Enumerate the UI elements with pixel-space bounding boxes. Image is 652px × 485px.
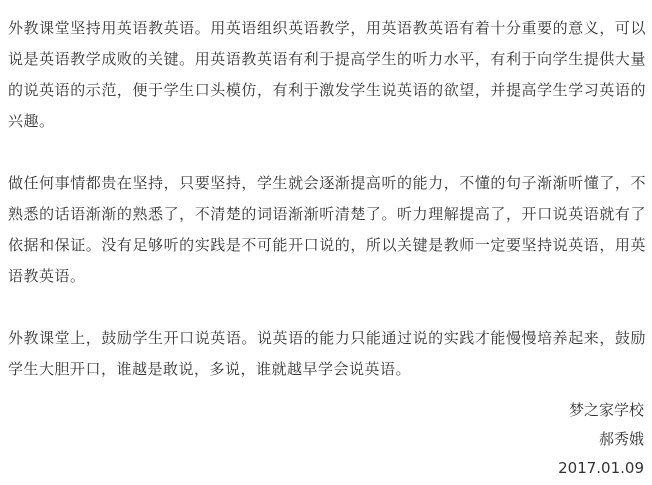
school-name: 梦之家学校 — [568, 401, 644, 419]
paragraph-1: 外教课堂坚持用英语教英语。用英语组织英语教学，用英语教英语有着十分重要的意义，可以说是英语教学成败的关键。用英语教英语有利于提高学生的听力水平，有利于向学生提供大量的说英语的示范，便于学生口头模仿，有利于激发学生说英语的欲望，并提高学生学习英语的兴趣。 — [8, 19, 646, 130]
article-body — [8, 13, 646, 385]
signature-block — [558, 396, 644, 483]
paragraph-2: 做任何事情都贵在坚持，只要坚持，学生就会逐渐提高听的能力，不懂的句子渐渐听懂了，不熟悉的话语渐渐的熟悉了，不清楚的词语渐渐听清楚了。听力理解提高了，开口说英语就有了依据和保证。没有足够听的实践是不可能开口说的，所以关键是教师一定要坚持说英语，用英语教英语。 — [8, 174, 646, 285]
author-name: 郝秀娥 — [598, 430, 644, 448]
paragraph-3: 外教课堂上，鼓励学生开口说英语。说英语的能力只能通过说的实践才能慢慢培养起来，鼓励学生大胆开口，谁越是敢说，多说，谁就越早学会说英语。 — [8, 329, 646, 378]
date-text: 2017.01.09 — [558, 459, 644, 477]
